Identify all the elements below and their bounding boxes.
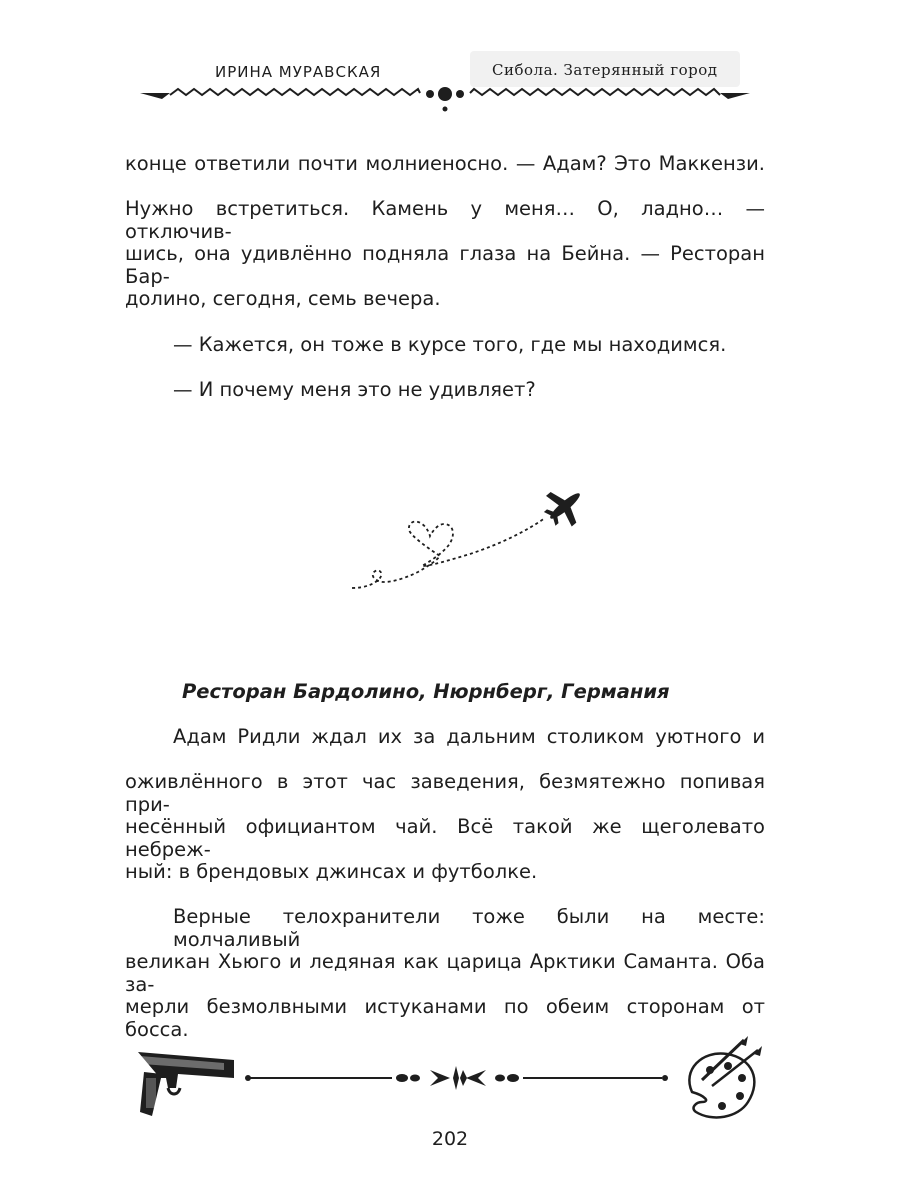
text-line: несённый официантом чай. Всё такой же щеголевато небреж- [125,815,765,861]
header-ornament-icon [140,85,750,113]
text-line: ный: в брендовых джинсах и футболке. [125,860,538,883]
pistol-icon [138,1052,234,1116]
book-title: Сибола. Затерянный город [492,61,718,79]
footer-ornament [130,1020,770,1120]
text-line: мерли безмолвными истуканами по обеим сторонам от босса. [125,995,765,1041]
text-line: шись, она удивлённо подняла глаза на Бейна. — Ресторан Бар- [125,242,765,288]
paint-palette-icon [689,1036,762,1117]
dialogue-line: — И почему меня это не удивляет? [173,378,536,401]
text-line: великан Хьюго и ледяная как царица Арктики Саманта. Оба за- [125,950,765,996]
text-line: Адам Ридли ждал их за дальним столиком уютного и [173,725,765,748]
page-number: 202 [431,1128,469,1150]
section-subheading: Ресторан Бардолино, Нюрнберг, Германия [182,680,670,703]
text-line: Нужно встретиться. Камень у меня… О, ладно… — отключив- [125,197,765,243]
text-line: конце ответили почти молниеносно. — Адам? Это Маккензи. [125,152,765,175]
author-name: ИРИНА МУРАВСКАЯ [215,63,382,81]
running-header [140,55,750,115]
text-line: оживлённого в этот час заведения, безмятежно попивая при- [125,770,765,816]
airplane-heart-trail-icon [340,480,600,610]
text-line: Верные телохранители тоже были на месте: молчаливый [173,905,765,951]
dialogue-line: — Кажется, он тоже в курсе того, где мы находимся. [173,333,727,356]
text-line: долино, сегодня, семь вечера. [125,287,441,310]
